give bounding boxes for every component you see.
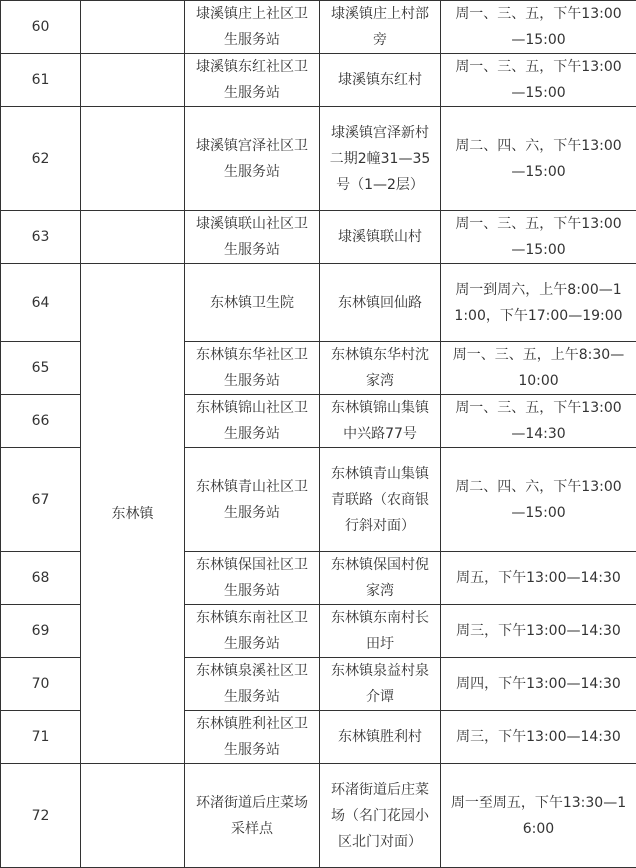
service-hours: 周一、三、五，下午13:00—15:00 [441, 54, 636, 107]
site-address: 东林镇东南村长田圩 [320, 605, 441, 658]
row-number: 66 [1, 395, 81, 448]
service-hours: 周一、三、五，上午8:30—10:00 [441, 342, 636, 395]
site-address: 埭溪镇联山村 [320, 211, 441, 264]
service-hours: 周一至周五，下午13:30—16:00 [441, 764, 636, 868]
row-number: 71 [1, 711, 81, 764]
town-cell [81, 764, 185, 868]
table-row [1, 1, 636, 54]
row-number: 62 [1, 107, 81, 211]
site-address: 东林镇回仙路 [320, 264, 441, 342]
site-name: 埭溪镇东红社区卫生服务站 [185, 54, 320, 107]
town-cell [81, 211, 185, 264]
site-name: 埭溪镇联山社区卫生服务站 [185, 211, 320, 264]
town-cell [81, 107, 185, 211]
row-number: 61 [1, 54, 81, 107]
site-name: 东林镇泉溪社区卫生服务站 [185, 658, 320, 711]
site-name: 东林镇青山社区卫生服务站 [185, 448, 320, 552]
site-address: 东林镇东华村沈家湾 [320, 342, 441, 395]
site-name: 东林镇锦山社区卫生服务站 [185, 395, 320, 448]
site-name: 环渚街道后庄菜场采样点 [185, 764, 320, 868]
service-hours: 周四，下午13:00—14:30 [441, 658, 636, 711]
site-name: 埭溪镇庄上社区卫生服务站 [185, 1, 320, 54]
site-address: 环渚街道后庄菜场（名门花园小区北门对面） [320, 764, 441, 868]
service-hours: 周三，下午13:00—14:30 [441, 605, 636, 658]
row-number: 67 [1, 448, 81, 552]
site-address: 埭溪镇庄上村部旁 [320, 1, 441, 54]
site-name: 东林镇东华社区卫生服务站 [185, 342, 320, 395]
row-number: 72 [1, 764, 81, 868]
table-row [1, 107, 636, 211]
row-number: 63 [1, 211, 81, 264]
site-address: 东林镇青山集镇青联路（农商银行斜对面） [320, 448, 441, 552]
service-hours: 周一、三、五，下午13:00—14:30 [441, 395, 636, 448]
row-number: 70 [1, 658, 81, 711]
site-address: 东林镇锦山集镇中兴路77号 [320, 395, 441, 448]
site-name: 东林镇东南社区卫生服务站 [185, 605, 320, 658]
site-name: 东林镇胜利社区卫生服务站 [185, 711, 320, 764]
row-number: 68 [1, 552, 81, 605]
service-hours: 周二、四、六，下午13:00—15:00 [441, 448, 636, 552]
site-address: 东林镇保国村倪家湾 [320, 552, 441, 605]
service-hours: 周二、四、六，下午13:00—15:00 [441, 107, 636, 211]
row-number: 69 [1, 605, 81, 658]
site-name: 埭溪镇宫泽社区卫生服务站 [185, 107, 320, 211]
table-row [1, 211, 636, 264]
row-number: 60 [1, 1, 81, 54]
service-hours: 周一、三、五，下午13:00—15:00 [441, 211, 636, 264]
table-row [1, 54, 636, 107]
row-number: 65 [1, 342, 81, 395]
service-hours: 周一、三、五，下午13:00—15:00 [441, 1, 636, 54]
town-cell [81, 54, 185, 107]
table-row [1, 764, 636, 868]
service-hours: 周五，下午13:00—14:30 [441, 552, 636, 605]
site-address: 东林镇胜利村 [320, 711, 441, 764]
town-cell-donglin: 东林镇 [81, 264, 185, 764]
site-name: 东林镇保国社区卫生服务站 [185, 552, 320, 605]
site-address: 埭溪镇东红村 [320, 54, 441, 107]
site-address: 埭溪镇宫泽新村二期2幢31—35号（1—2层） [320, 107, 441, 211]
table-row [1, 264, 636, 342]
service-hours: 周一到周六，上午8:00—11:00，下午17:00—19:00 [441, 264, 636, 342]
row-number: 64 [1, 264, 81, 342]
site-address: 东林镇泉益村泉介谭 [320, 658, 441, 711]
service-hours: 周三，下午13:00—14:30 [441, 711, 636, 764]
site-name: 东林镇卫生院 [185, 264, 320, 342]
town-cell [81, 1, 185, 54]
